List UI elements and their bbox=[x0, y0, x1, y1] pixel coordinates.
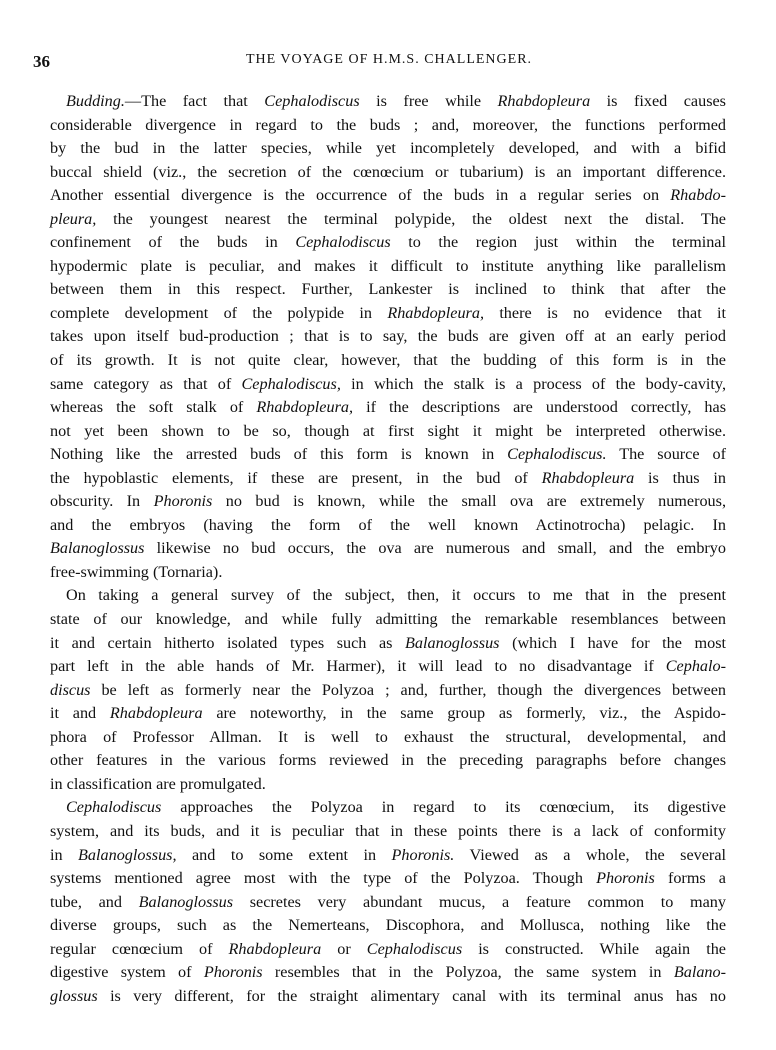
text-line bbox=[50, 938, 726, 962]
text-segment: and the embryos (having the form of the well known Actinotrocha) pelagic. In bbox=[50, 515, 726, 534]
text-line bbox=[50, 914, 726, 938]
text-segment: phora of Professor Allman. It is well to exhaust the structural, developmental, and bbox=[50, 727, 726, 746]
text-segment: between them in this respect. Further, Lankester is inclined to think that after the bbox=[50, 280, 726, 299]
text-segment: On taking a general survey of the subject, then, it occurs to me that in the present bbox=[66, 586, 726, 605]
text-segment: systems mentioned agree most with the type of the Polyzoa. Though bbox=[50, 869, 597, 888]
text-line bbox=[50, 655, 726, 679]
text-line bbox=[50, 985, 726, 1009]
text-segment: regular cœnœcium of bbox=[50, 939, 229, 958]
italic-text: pleura, bbox=[50, 209, 97, 228]
text-segment: be left as formerly near the Polyzoa ; and, further, though the divergences between bbox=[90, 680, 726, 699]
text-line bbox=[50, 443, 726, 467]
text-segment: to the region just within the terminal bbox=[390, 233, 726, 252]
text-line bbox=[50, 208, 726, 232]
italic-text: Cephalodiscus bbox=[66, 798, 162, 817]
italic-text: Cephalodiscus bbox=[295, 233, 391, 252]
italic-text: Phoronis. bbox=[391, 845, 455, 864]
text-segment: (which I have for the most bbox=[499, 633, 726, 652]
text-segment: Nothing like the arrested buds of this form is known in bbox=[50, 445, 508, 464]
text-line bbox=[50, 302, 726, 326]
text-line bbox=[50, 749, 726, 773]
text-segment: whereas the soft stalk of bbox=[50, 398, 257, 417]
italic-text: Balanoglossus bbox=[50, 539, 145, 558]
text-segment: system, and its buds, and it is peculiar that in these points there is a lack of conformity bbox=[50, 821, 726, 840]
italic-text: discus bbox=[50, 680, 91, 699]
italic-text: Budding. bbox=[66, 92, 125, 110]
text-line bbox=[50, 726, 726, 750]
text-segment: approaches the Polyzoa in regard to its cœnœcium, its digestive bbox=[161, 798, 726, 817]
italic-text: Cephalodiscus. bbox=[507, 445, 607, 464]
text-line bbox=[50, 867, 726, 891]
text-line bbox=[50, 137, 726, 161]
text-segment: is fixed causes bbox=[590, 92, 726, 110]
text-line bbox=[50, 325, 726, 349]
text-segment: likewise no bud occurs, the ova are numerous and small, and the embryo bbox=[144, 539, 726, 558]
text-segment: in classification are promulgated. bbox=[50, 774, 266, 793]
text-segment: other features in the various forms reviewed in the preceding paragraphs before changes bbox=[50, 751, 726, 770]
text-segment: takes upon itself bud-production ; that is to say, the buds are given off at an early period bbox=[50, 327, 726, 346]
text-line bbox=[50, 467, 726, 491]
text-line bbox=[50, 278, 726, 302]
text-line bbox=[50, 679, 726, 703]
text-segment: not yet been shown to be so, though at first sight it might be interpreted otherwise. bbox=[50, 421, 726, 440]
text-segment: it and certain hitherto isolated types such as bbox=[50, 633, 406, 652]
text-segment: same category as that of bbox=[50, 374, 242, 393]
text-line bbox=[50, 490, 726, 514]
italic-text: Rhabdopleura bbox=[109, 704, 203, 723]
text-line bbox=[50, 796, 726, 820]
text-line bbox=[50, 632, 726, 656]
page-header bbox=[33, 52, 745, 76]
text-segment: it and bbox=[50, 704, 110, 723]
text-segment: the hypoblastic elements, if these are present, in the bud of bbox=[50, 468, 542, 487]
text-segment: in bbox=[50, 845, 79, 864]
text-line bbox=[50, 161, 726, 185]
italic-text: Phoronis bbox=[153, 492, 213, 511]
italic-text: Rhabdopleura bbox=[497, 92, 591, 110]
text-line bbox=[50, 373, 726, 397]
text-line bbox=[50, 891, 726, 915]
text-segment: and to some extent in bbox=[176, 845, 392, 864]
text-segment: free-swimming (Tornaria). bbox=[50, 562, 223, 581]
text-line bbox=[50, 608, 726, 632]
text-segment: buccal shield (viz., the secretion of the cœnœcium or tubarium) is an important difference. bbox=[50, 162, 726, 181]
text-line bbox=[50, 231, 726, 255]
italic-text: glossus bbox=[50, 986, 98, 1005]
italic-text: Rhabdopleura, bbox=[387, 303, 484, 322]
running-title: THE VOYAGE OF H.M.S. CHALLENGER. bbox=[245, 52, 533, 67]
text-segment: forms a bbox=[654, 869, 726, 888]
italic-text: Rhabdopleura, bbox=[256, 398, 354, 417]
text-line bbox=[50, 349, 726, 373]
text-segment: part left in the able hands of Mr. Harmer), it will lead to no disadvantage if bbox=[50, 657, 666, 676]
text-segment: if the descriptions are understood correctly, has bbox=[353, 398, 726, 417]
text-segment: digestive system of bbox=[50, 963, 204, 982]
text-segment: —The fact that bbox=[124, 92, 265, 110]
text-line bbox=[50, 114, 726, 138]
text-segment: resembles that in the Polyzoa, the same system in bbox=[262, 963, 674, 982]
text-segment: obscurity. In bbox=[50, 492, 154, 511]
text-line bbox=[50, 184, 726, 208]
text-segment: the youngest nearest the terminal polypide, the oldest next the distal. The bbox=[96, 209, 726, 228]
text-line bbox=[50, 820, 726, 844]
text-segment: complete development of the polypide in bbox=[50, 303, 388, 322]
text-segment: is constructed. While again the bbox=[462, 939, 726, 958]
text-segment: The source of bbox=[606, 445, 726, 464]
italic-text: Phoronis bbox=[203, 963, 263, 982]
text-segment: Viewed as a whole, the several bbox=[454, 845, 727, 864]
text-segment: hypodermic plate is peculiar, and makes it difficult to institute anything like parallelism bbox=[50, 256, 726, 275]
italic-text: Rhabdopleura bbox=[541, 468, 635, 487]
text-line bbox=[50, 514, 726, 538]
text-segment: is free while bbox=[359, 92, 498, 110]
text-line bbox=[50, 584, 726, 608]
text-segment: is very different, for the straight alimentary canal with its terminal anus has no bbox=[97, 986, 726, 1005]
text-segment: secretes very abundant mucus, a feature common to many bbox=[233, 892, 726, 911]
italic-text: Phoronis bbox=[596, 869, 655, 888]
text-line bbox=[50, 702, 726, 726]
text-segment: confinement of the buds in bbox=[50, 233, 296, 252]
text-line bbox=[50, 961, 726, 985]
text-line bbox=[50, 255, 726, 279]
italic-text: Rhabdo- bbox=[670, 186, 726, 205]
italic-text: Balanoglossus bbox=[138, 892, 234, 911]
text-line bbox=[50, 773, 726, 797]
text-line bbox=[50, 844, 726, 868]
text-segment: by the bud in the latter species, while yet incompletely developed, and with a bifid bbox=[50, 139, 726, 158]
italic-text: Balanoglossus, bbox=[78, 845, 177, 864]
text-line bbox=[50, 561, 726, 585]
page-number: 36 bbox=[33, 52, 50, 71]
italic-text: Cephalo- bbox=[665, 657, 726, 676]
text-segment: considerable divergence in regard to the buds ; and, moreover, the functions performed bbox=[50, 115, 726, 134]
text-segment: of its growth. It is not quite clear, however, that the budding of this form is in the bbox=[50, 351, 726, 370]
text-segment: is thus in bbox=[634, 468, 727, 487]
text-line bbox=[50, 396, 726, 420]
text-segment: state of our knowledge, and while fully admitting the remarkable resemblances between bbox=[50, 610, 726, 629]
text-line bbox=[50, 537, 726, 561]
italic-text: Cephalodiscus, bbox=[241, 374, 341, 393]
text-segment: are noteworthy, in the same group as formerly, viz., the Aspido- bbox=[202, 704, 726, 723]
italic-text: Cephalodiscus bbox=[264, 92, 360, 110]
body-text bbox=[50, 90, 726, 1008]
text-line bbox=[50, 420, 726, 444]
italic-text: Balano- bbox=[673, 963, 726, 982]
text-segment: diverse groups, such as the Nemerteans, Discophora, and Mollusca, nothing like the bbox=[50, 916, 726, 935]
italic-text: Cephalodiscus bbox=[366, 939, 463, 958]
text-segment: or bbox=[321, 939, 367, 958]
text-segment: no bud is known, while the small ova are extremely numerous, bbox=[212, 492, 726, 511]
italic-text: Rhabdopleura bbox=[228, 939, 322, 958]
text-segment: Another essential divergence is the occurrence of the buds in a regular series on bbox=[50, 186, 671, 205]
text-line bbox=[50, 90, 726, 114]
text-segment: tube, and bbox=[50, 892, 139, 911]
italic-text: Balanoglossus bbox=[405, 633, 500, 652]
text-segment: there is no evidence that it bbox=[484, 303, 727, 322]
text-segment: in which the stalk is a process of the body-cavity, bbox=[340, 374, 726, 393]
